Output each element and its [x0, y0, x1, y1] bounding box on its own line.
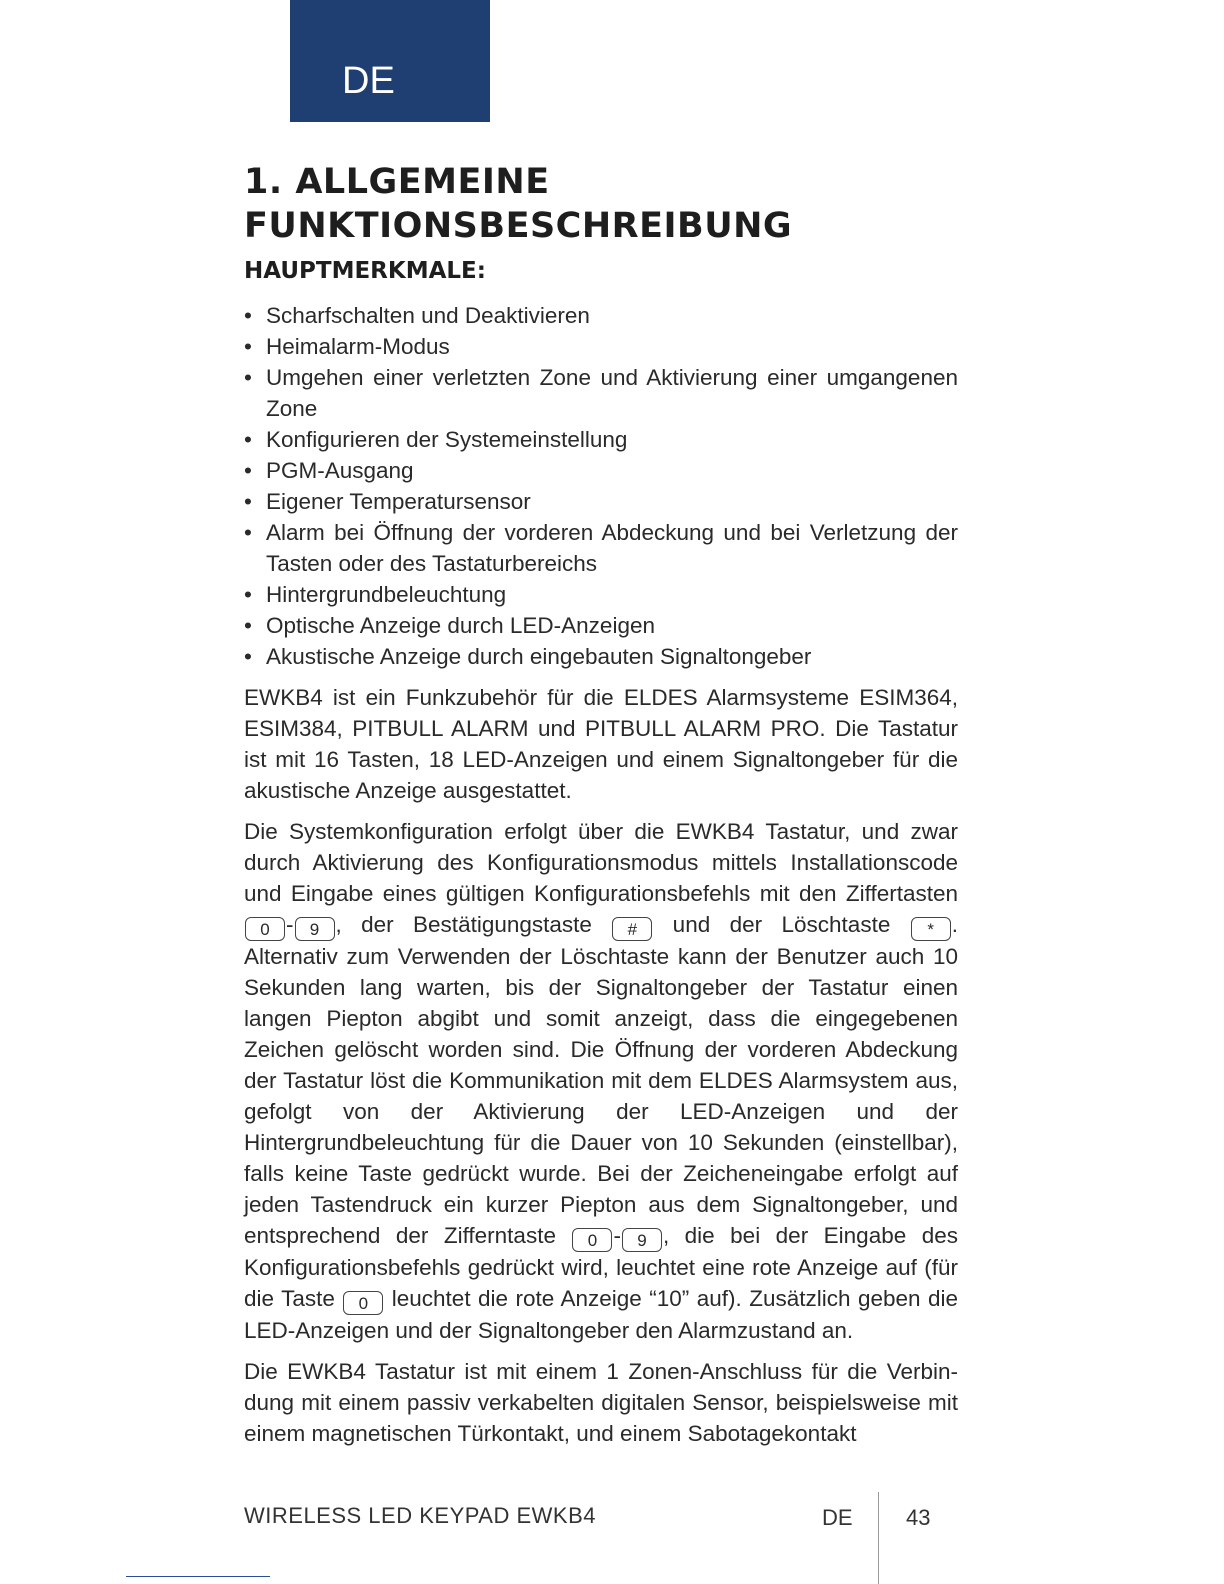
- key-0-icon: 0: [572, 1228, 612, 1252]
- list-item: • Hintergrundbeleuchtung: [244, 579, 958, 610]
- bullet-icon: •: [244, 489, 252, 514]
- list-item: • Optische Anzeige durch LED-Anzeigen: [244, 610, 958, 641]
- footer-language: DE: [822, 1505, 853, 1530]
- bullet-icon: •: [244, 458, 252, 483]
- footer-title: WIRELESS LED KEYPAD EWKB4: [244, 1503, 596, 1528]
- main-content: [244, 160, 958, 1449]
- list-item: • Alarm bei Öffnung der vorderen Abdeckung und bei Verletzung der Tasten oder des Tastaturbereichs: [244, 517, 958, 579]
- footer-rule: [126, 1576, 270, 1577]
- bullet-icon: •: [244, 334, 252, 359]
- list-item: • Scharfschalten und Deaktivieren: [244, 300, 958, 331]
- list-item: • Eigener Temperatursensor: [244, 486, 958, 517]
- footer-divider: [878, 1492, 879, 1584]
- bullet-icon: •: [244, 365, 252, 390]
- bullet-icon: •: [244, 644, 252, 669]
- bullet-icon: •: [244, 613, 252, 638]
- bullet-icon: •: [244, 427, 252, 452]
- list-item: • PGM-Ausgang: [244, 455, 958, 486]
- key-0-icon: 0: [343, 1291, 383, 1315]
- section-title-line2: FUNKTIONSBESCHREIBUNG: [244, 206, 793, 246]
- list-item: • Umgehen einer verletzten Zone und Aktivierung einer umgangenen Zone: [244, 362, 958, 424]
- bullet-icon: •: [244, 520, 252, 545]
- section-subtitle: HAUPTMERKMALE:: [244, 258, 486, 284]
- section-title-line1: 1. ALLGEMEINE: [244, 162, 550, 202]
- language-tab: [290, 0, 490, 122]
- key-hash-icon: #: [612, 917, 652, 941]
- key-0-icon: 0: [245, 917, 285, 941]
- bullet-icon: •: [244, 582, 252, 607]
- key-9-icon: 9: [622, 1228, 662, 1252]
- language-tab-label: DE: [342, 60, 395, 102]
- page-number: 43: [906, 1505, 931, 1530]
- paragraph-zone: Die EWKB4 Tastatur ist mit einem 1 Zonen-Anschluss für die Verbindung mit einem passiv verkabelten digitalen Sensor, beispielsweise mit einem magnetischen Türkontakt, und einem Sabotagekontakt: [244, 1359, 958, 1446]
- paragraph-configuration: Die Systemkonfiguration erfolgt über die EWKB4 Tastatur, und zwar durch Aktivierung des Konfigurationsmodus mittels Installationscode und Eingabe eines gültigen Konfigurationsbefehls mit den Ziffertasten 0 - 9 , der Bestätigungstaste # und der Löschtaste * . Alternativ zum Verwenden der Löschtaste kann der Benutzer auch 10 Sekunden lang warten, bis der Signaltongeber der Tastatur einen langen Piepton abgibt und somit anzeigt, dass die eingegebenen Zeichen gelöscht worden sind. Die Öffnung der vorderen Abdeckung der Tastatur löst die Kommunikation mit dem ELDES Alarmsystem aus, gefolgt von der Aktivierung der LED-Anzeigen und der Hintergrundbeleuchtung für die Dauer von 10 Sekunden (einstellbar), falls keine Taste gedrückt wurde. Bei der Zeicheneingabe erfolgt auf jeden Tastendruck ein kurzer Piepton aus dem Signaltongeber, und entsprechend der Zifferntaste 0 - 9 , die bei der Eingabe des Konfigurationsbefehls gedrückt wird, leuchtet eine rote Anzeige auf (für die Taste 0 leuchtet die rote Anzeige “10” auf). Zusätzlich geben die LED-Anzeigen und der Signaltongeber den Alarmzustand an.: [244, 819, 958, 1343]
- list-item: • Heimalarm-Modus: [244, 331, 958, 362]
- bullet-icon: •: [244, 303, 252, 328]
- list-item: • Akustische Anzeige durch eingebauten Signaltongeber: [244, 641, 958, 672]
- list-item: • Konfigurieren der Systemeinstellung: [244, 424, 958, 455]
- key-9-icon: 9: [295, 917, 335, 941]
- key-star-icon: *: [911, 917, 951, 941]
- section-title: [244, 160, 958, 248]
- feature-list: [244, 300, 958, 672]
- paragraph-intro: EWKB4 ist ein Funkzubehör für die ELDES Alarmsysteme ESIM364, ESIM384, PITBULL ALARM und PITBULL ALARM PRO. Die Tastatur ist mit 16 Tasten, 18 LED-Anzeigen und einem Signaltongeber für die akustische Anzeige ausgestattet.: [244, 685, 958, 803]
